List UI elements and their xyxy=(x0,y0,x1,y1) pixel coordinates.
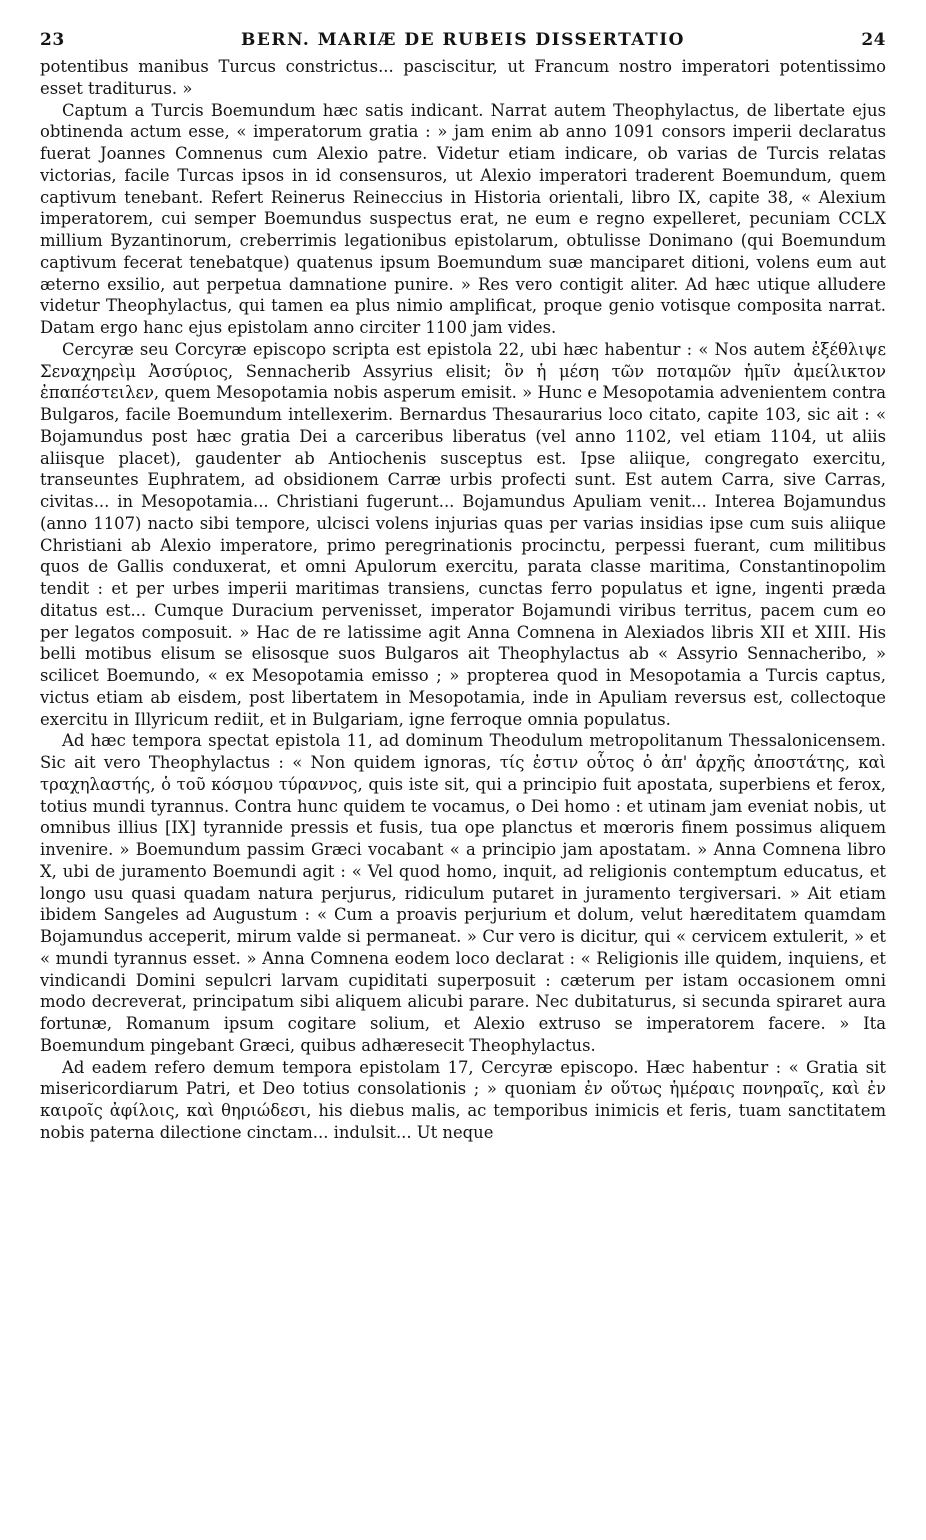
paragraph-4: Ad hæc tempora spectat epistola 11, ad dominum Theodulum metropolitanum Thessalonicensem. Sic ait vero Theophylactus : « Non quidem ignoras, τίς ἐστιν οὗτος ὁ ἀπ' ἀρχῆς ἀποστάτης, καὶ τραχηλαστής, ὁ τοῦ κόσμου τύραννος, quis iste sit, qui a principio fuit apostata, superbiens et ferox, totius mundi tyrannus. Contra hunc quidem te vocamus, o Dei homo : et utinam jam eveniat nobis, ut omnibus illius [IX] tyrannide pressis et fusis, tua ope planctus et mœroris finem possimus aliquem invenire. » Boemundum passim Græci vocabant « a principio jam apostatam. » Anna Comnena libro X, ubi de juramento Boemundi agit : « Vel quod homo, inquit, ad religionis contemptum educatus, et longo usu quasi quadam natura perjurus, ridiculum putaret in juramento tergiversari. » Ait etiam ibidem Sangeles ad Augustum : « Cum a proavis perjurium et dolum, velut hæreditatem quamdam Bojamundus acceperit, mirum valde si permaneat. » Cur vero is dicitur, qui « cervicem extulerit, » et « mundi tyrannus esset. » Anna Comnena eodem loco declarat : « Religionis ille quidem, inquiens, et vindicandi Domini sepulcri larvam cupiditati superposuit : cæterum per istam occasionem omni modo decreverat, principatum sibi aliquem alicubi parare. Nec dubitaturus, si secunda spiraret aura fortunæ, Romanum ipsum cogitare solium, et Alexio extruso se imperatorem facere. » Ita Boemundum pingebant Græci, quibus adhæresecit Theophylactus. xyxy=(40,731,886,1055)
paragraph-3: Cercyræ seu Corcyræ episcopo scripta est epistola 22, ubi hæc habentur : « Nos autem ἐξέθλιψε Σεναχηρεὶμ Ἀσσύριος, Sennacherib Assyrius elisit; ὃν ἡ μέση τῶν ποταμῶν ἡμῖν ἀμείλικτον ἐπαπέστειλεν, quem Mesopotamia nobis asperum emisit. » Hunc e Mesopotamia advenientem contra Bulgaros, facile Boemundum intellexerim. Bernardus Thesaurarius loco citato, capite 103, sic ait : « Bojamundus post hæc gratia Dei a carceribus liberatus (vel anno 1102, vel etiam 1104, ut aliis aliisque placet), gaudenter ab Antiochenis susceptus est. Ipse aliique, congregato exercitu, transeuntes Euphratem, ad obsidionem Carræ urbis profecti sunt. Est autem Carra, sive Carras, civitas... in Mesopotamia... Christiani fugerunt... Bojamundus Apuliam venit... Interea Bojamundus (anno 1107) nacto sibi tempore, ulcisci volens injurias quas per varias insidias ipse cum suis aliique Christiani ab Alexio imperatore, primo peregrinationis procinctu, perpessi fuerant, cum militibus quos de Gallis conduxerat, et omni Apulorum exercitu, parata classe maritima, Constantinopolim tendit : et per urbes imperii maritimas transiens, cunctas ferro populatus et igne, ingenti præda ditatus est... Cumque Duracium pervenisset, imperator Bojamundi viribus territus, pacem cum eo per legatos composuit. » Hac de re latissime agit Anna Comnena in Alexiados libris XII et XIII. His belli motibus elisum se elisosque suos Bulgaros ait Theophylactus ab « Assyrio Sennacheribo, » scilicet Boemundo, « ex Mesopotamia emisso ; » propterea quod in Mesopotamia a Turcis captus, victus etiam ab eisdem, post libertatem in Mesopotamia, inde in Apuliam reversus est, collectoque exercitu in Illyricum rediit, et in Bulgariam, igne ferroque omnia populatus. xyxy=(40,339,886,729)
running-title: BERN. MARIÆ DE RUBEIS DISSERTATIO xyxy=(241,30,685,50)
paragraph-1: potentibus manibus Turcus constrictus... pasciscitur, ut Francum nostro imperatori potentissimo esset traditurus. » xyxy=(40,57,886,98)
body-text xyxy=(40,56,886,1144)
right-page-number: 24 xyxy=(861,30,886,50)
paragraph-2: Captum a Turcis Boemundum hæc satis indicant. Narrat autem Theophylactus, de libertate ejus obtinenda actum esse, « imperatorum gratia : » jam enim ab anno 1091 consors imperii declaratus fuerat Joannes Comnenus cum Alexio patre. Videtur etiam indicare, ob varias de Turcis relatas victorias, facile Turcas ipsos in id consensuros, ut Alexio imperatori traderent Boemundum, quem captivum tenebant. Refert Reinerus Reineccius in Historia orientali, libro IX, capite 38, « Alexium imperatorem, cui semper Boemundus suspectus erat, ne eum e regno expelleret, pecuniam CCLX millium Byzantinorum, creberrimis legationibus epistolarum, obtulisse Donimano (qui Boemundum captivum fecerat tenebatque) quatenus ipsum Boemundum suæ manciparet ditioni, volens eum aut æterno exsilio, aut perpetua damnatione punire. » Res vero contigit aliter. Ad hæc utique alludere videtur Theophylactus, qui tamen ea plus nimio amplificat, proque genio votisque composita narrat. Datam ergo hanc ejus epistolam anno circiter 1100 jam vides. xyxy=(40,100,886,337)
paragraph-5: Ad eadem refero demum tempora epistolam 17, Cercyræ episcopo. Hæc habentur : « Gratia sit misericordiarum Patri, et Deo totius consolationis ; » quoniam ἐν οὕτως ἡμέραις πονηραῖς, καὶ ἐν καιροῖς ἀφίλοις, καὶ θηριώδεσι, his diebus malis, ac temporibus inimicis et feris, tuam sanctitatem nobis paterna dilectione cinctam... indulsit... Ut neque xyxy=(40,1057,886,1142)
left-page-number: 23 xyxy=(40,30,65,50)
page-header xyxy=(40,30,886,56)
